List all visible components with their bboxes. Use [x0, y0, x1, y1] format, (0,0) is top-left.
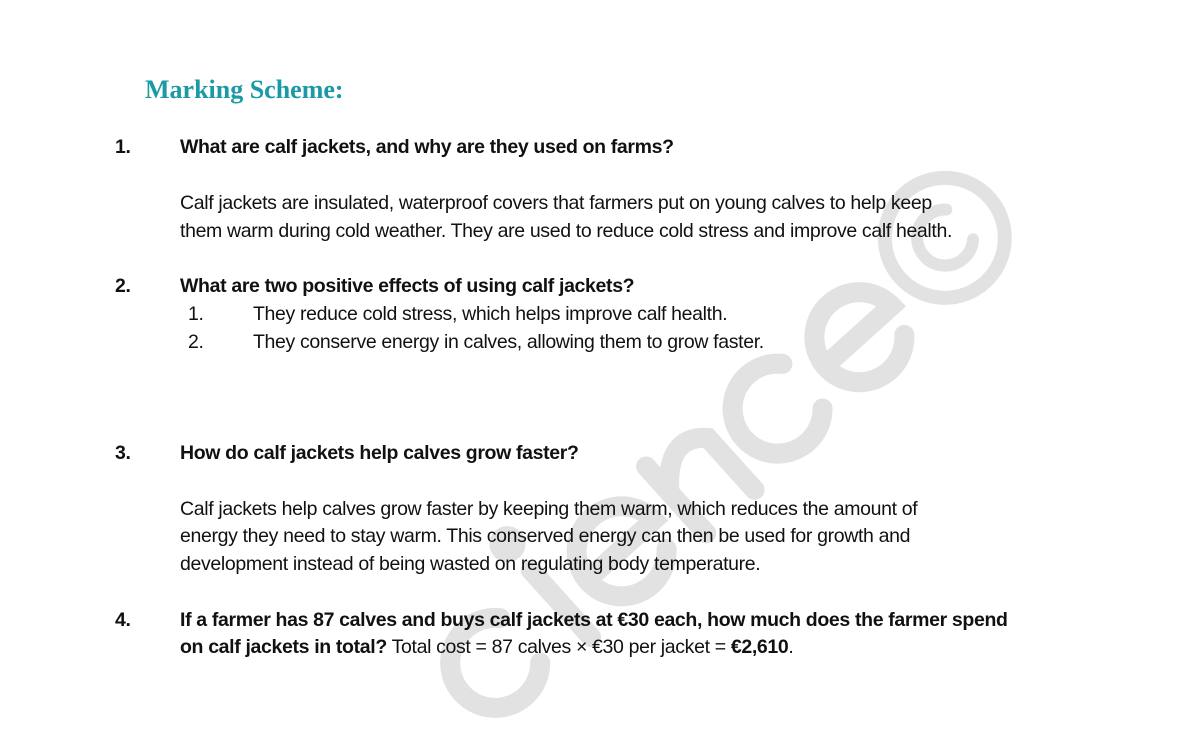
answer-line: development instead of being wasted on regulating body temperature. — [180, 553, 761, 575]
question-text: What are calf jackets, and why are they used on farms? — [180, 136, 674, 158]
list-item-number: 2. — [188, 331, 204, 353]
list-item-number: 1. — [188, 303, 204, 325]
question-text: How do calf jackets help calves grow faster? — [180, 442, 579, 464]
question-text: What are two positive effects of using calf jackets? — [180, 275, 635, 297]
question-number: 3. — [115, 442, 131, 464]
watermark-letter-e2 — [796, 274, 923, 401]
question-number: 2. — [115, 275, 131, 297]
question-text: on calf jackets in total? — [180, 636, 387, 658]
question-text: If a farmer has 87 calves and buys calf jackets at €30 each, how much does the farmer spend — [180, 609, 1008, 631]
question-number: 1. — [115, 136, 131, 158]
answer-line: Calf jackets help calves grow faster by keeping them warm, which reduces the amount of — [180, 498, 918, 520]
answer-line: them warm during cold weather. They are used to reduce cold stress and improve calf health. — [180, 220, 953, 242]
list-item: They conserve energy in calves, allowing them to grow faster. — [253, 331, 764, 353]
page-title: Marking Scheme: — [145, 75, 344, 104]
question-number: 4. — [115, 609, 131, 631]
answer-end: . — [788, 636, 794, 658]
answer-total: €2,610 — [730, 636, 789, 658]
question-answer-line — [180, 633, 793, 661]
answer-text: Total cost = 87 calves × €30 per jacket = — [386, 636, 731, 658]
list-item: They reduce cold stress, which helps improve calf health. — [253, 303, 728, 325]
answer-line: Calf jackets are insulated, waterproof covers that farmers put on young calves to help keep — [180, 192, 932, 214]
answer-line: energy they need to stay warm. This conserved energy can then be used for growth and — [180, 525, 911, 547]
